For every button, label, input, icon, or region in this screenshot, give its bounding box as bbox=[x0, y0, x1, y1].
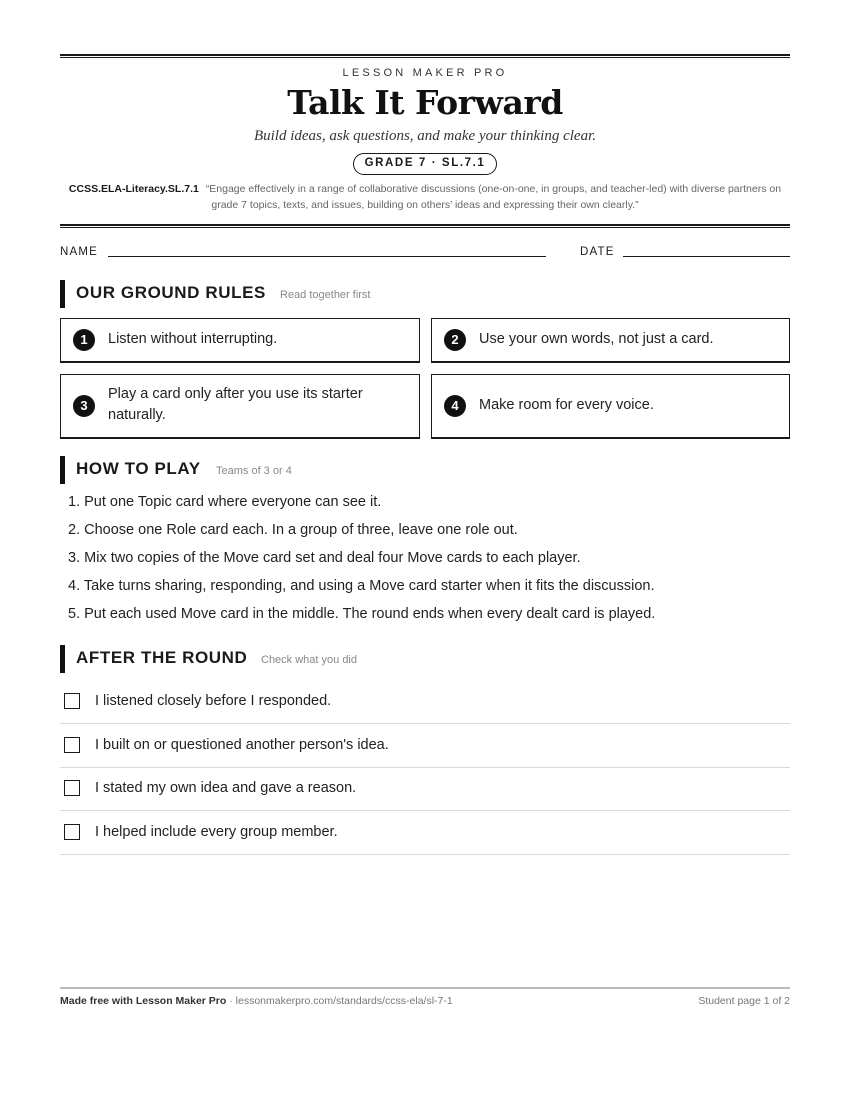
rule-number-badge: 3 bbox=[73, 395, 95, 417]
header-bottom-rule bbox=[60, 224, 790, 228]
checklist-label: I stated my own idea and gave a reason. bbox=[95, 780, 357, 796]
header-top-rule bbox=[60, 54, 790, 58]
checklist-label: I helped include every group member. bbox=[95, 824, 338, 840]
section-title: HOW TO PLAY bbox=[76, 459, 201, 478]
standard-statement bbox=[68, 181, 782, 213]
ground-rules-header bbox=[60, 280, 790, 308]
rule-text: Listen without interrupting. bbox=[108, 331, 278, 347]
rule-text: Make room for every voice. bbox=[479, 397, 654, 413]
checklist-label: I listened closely before I responded. bbox=[95, 693, 332, 709]
rule-number-badge: 1 bbox=[73, 329, 95, 351]
rule-text: Play a card only after you use its starter naturally. bbox=[108, 386, 363, 423]
checklist-label: I built on or questioned another person's idea. bbox=[95, 737, 389, 753]
how-to-play-steps bbox=[68, 491, 788, 631]
rule-number-badge: 2 bbox=[444, 329, 466, 351]
page-number: Student page 1 of 2 bbox=[698, 995, 790, 1007]
brand-name: LESSON MAKER PRO bbox=[342, 67, 508, 79]
rule-card bbox=[60, 374, 420, 439]
standard-code: CCSS.ELA-Literacy.SL.7.1 bbox=[68, 183, 199, 195]
name-label: NAME bbox=[60, 246, 99, 258]
section-bar bbox=[60, 645, 65, 673]
page-subtitle: Build ideas, ask questions, and make your thinking clear. bbox=[253, 128, 597, 144]
step-item: 2. Choose one Role card each. In a group of three, leave one role out. bbox=[68, 522, 518, 538]
section-note: Read together first bbox=[280, 289, 371, 301]
section-title: OUR GROUND RULES bbox=[76, 283, 266, 302]
step-item: 4. Take turns sharing, responding, and using a Move card starter when it fits the discussion. bbox=[68, 578, 655, 594]
rule-text: Use your own words, not just a card. bbox=[479, 331, 714, 347]
rule-number-badge: 4 bbox=[444, 395, 466, 417]
checklist-item bbox=[60, 812, 790, 855]
checkbox[interactable] bbox=[64, 824, 80, 840]
after-round-header bbox=[60, 645, 790, 673]
checklist-item bbox=[60, 725, 790, 768]
page-title: Talk It Forward bbox=[287, 83, 563, 122]
checklist-item bbox=[60, 768, 790, 811]
checkbox[interactable] bbox=[64, 693, 80, 709]
section-note: Teams of 3 or 4 bbox=[216, 465, 292, 477]
section-bar bbox=[60, 456, 65, 484]
how-to-play-header bbox=[60, 456, 790, 484]
step-item: 5. Put each used Move card in the middle. The round ends when every dealt card is played. bbox=[68, 606, 656, 622]
step-item: 3. Mix two copies of the Move card set and deal four Move cards to each player. bbox=[68, 550, 581, 566]
standard-text: “Engage effectively in a range of collaborative discussions (one-on-one, in groups, and teacher-led) with diverse partners on grade 7 topics, texts, and issues, building on others’ ideas and expressing their own clearly.” bbox=[205, 183, 782, 211]
footer-made-with: Made free with Lesson Maker Pro bbox=[60, 995, 227, 1007]
section-title: AFTER THE ROUND bbox=[76, 648, 248, 667]
footer-url[interactable]: · lessonmakerpro.com/standards/ccss-ela/sl-7-1 bbox=[226, 995, 453, 1007]
date-label: DATE bbox=[580, 246, 615, 258]
checkbox[interactable] bbox=[64, 780, 80, 796]
section-note: Check what you did bbox=[261, 654, 357, 666]
footer-rule bbox=[60, 987, 790, 989]
rule-card bbox=[60, 318, 420, 363]
grade-badge: GRADE 7 · SL.7.1 bbox=[353, 153, 497, 175]
rule-card bbox=[431, 318, 790, 363]
footer-credit bbox=[60, 995, 453, 1007]
checkbox[interactable] bbox=[64, 737, 80, 753]
checklist-item bbox=[60, 681, 790, 724]
step-item: 1. Put one Topic card where everyone can see it. bbox=[68, 494, 382, 510]
section-bar bbox=[60, 280, 65, 308]
date-field[interactable] bbox=[623, 256, 790, 257]
name-field[interactable] bbox=[108, 256, 546, 257]
worksheet-page bbox=[60, 0, 790, 1100]
rule-card bbox=[431, 374, 790, 439]
